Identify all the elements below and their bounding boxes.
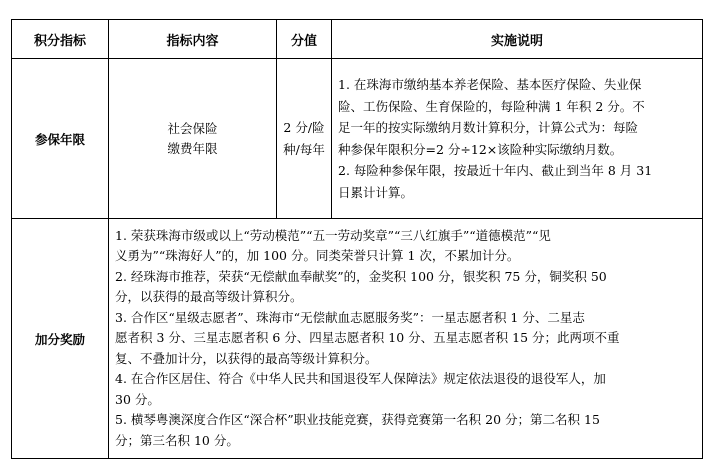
explain-line: 险、工伤保险、生育保险的，每险种满 1 年积 2 分。不 (338, 98, 645, 114)
explain-line: 2. 每险种参保年限，按最近十年内、截止到当年 8 月 31 (338, 163, 653, 178)
bonus-item-5 (115, 410, 696, 451)
explain-line: 种参保年限积分=2 分÷12×该险种实际缴纳月数。 (338, 141, 623, 157)
category-bonus: 加分奖励 (12, 219, 109, 459)
bonus-line: 4. 在合作区居住、符合《中华人民共和国退役军人保障法》规定依法退役的退役军人，加 (115, 371, 606, 387)
bonus-item-4 (115, 369, 696, 410)
content-insurance (109, 59, 277, 219)
header-score: 分值 (277, 20, 332, 59)
explain-line: 1. 在珠海市缴纳基本养老保险、基本医疗保险、失业保 (338, 77, 642, 92)
bonus-line: 30 分。 (115, 391, 160, 407)
bonus-item-1 (115, 226, 696, 267)
table-row-insurance-years (12, 59, 703, 219)
content-line: 缴费年限 (167, 140, 218, 156)
table-header-row (12, 20, 703, 59)
explain-insurance (332, 59, 703, 219)
bonus-item-3 (115, 308, 696, 370)
bonus-line: 复、不叠加计分，以获得的最高等级计算积分。 (115, 350, 378, 366)
points-indicator-table (11, 19, 703, 459)
bonus-line: 愿者积 3 分、三星志愿者积 6 分、四星志愿者积 10 分、五星志愿者积 15 分；此两项不重 (115, 330, 620, 346)
bonus-line: 分，以获得的最高等级计算积分。 (115, 289, 303, 305)
bonus-line: 分；第三名积 10 分。 (115, 432, 239, 448)
table-row-bonus (12, 219, 703, 459)
bonus-line: 1. 荣获珠海市级或以上“劳动模范”“五一劳动奖章”“三八红旗手”“道德模范”“见 (115, 227, 551, 243)
score-line: 种/每年 (283, 141, 325, 157)
header-explain: 实施说明 (332, 20, 703, 59)
bonus-line: 5. 横琴粤澳深度合作区“深合杯”职业技能竞赛，获得竞赛第一名积 20 分；第二名积 15 (115, 412, 600, 428)
bonus-line: 2. 经珠海市推荐，荣获“无偿献血奉献奖”的，金奖积 100 分，银奖积 75 分，铜奖积 50 (115, 268, 607, 284)
explain-line: 日累计计算。 (338, 184, 414, 200)
bonus-item-2 (115, 267, 696, 308)
content-line: 社会保险 (167, 120, 218, 136)
header-indicator: 积分指标 (12, 20, 109, 59)
bonus-line: 义勇为”“珠海好人”的，加 100 分。同类荣誉只计算 1 次，不累加计分。 (115, 248, 520, 264)
category-insurance-years: 参保年限 (12, 59, 109, 219)
score-insurance (277, 59, 332, 219)
bonus-explain (109, 219, 703, 459)
header-content: 指标内容 (109, 20, 277, 59)
explain-line: 足一年的按实际缴纳月数计算积分，计算公式为：每险 (338, 120, 639, 135)
bonus-line: 3. 合作区“星级志愿者”、珠海市“无偿献血志愿服务奖”：一星志愿者积 1 分、二星志 (115, 309, 585, 325)
score-line: 2 分/险 (283, 119, 325, 135)
